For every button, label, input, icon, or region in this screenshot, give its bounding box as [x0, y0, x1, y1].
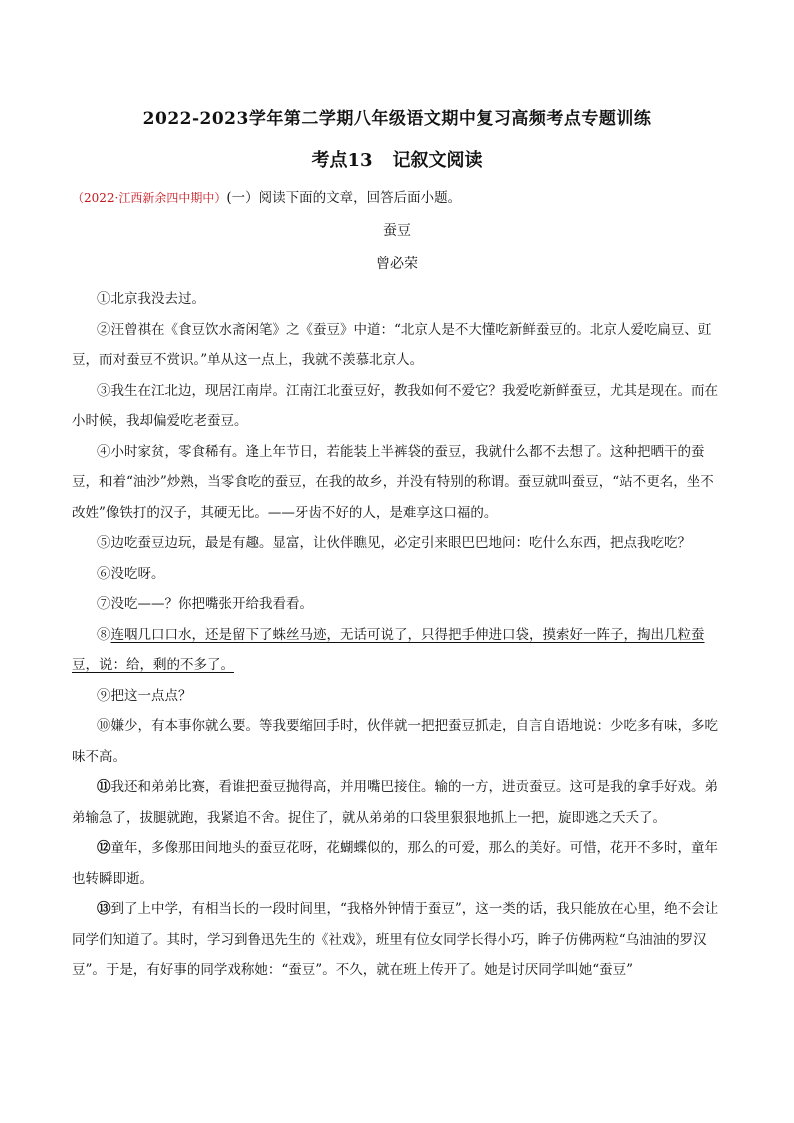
underlined-sentence: 连咽几口口水，还是留下了蛛丝马迹，无话可说了，只得把手伸进口袋，摸索好一阵子，掏出几粒蚕豆，说：给，剩的不多了。 — [72, 626, 705, 673]
paragraph-number: ⑤ — [97, 535, 111, 551]
paragraph-text: 到了上中学，有相当长的一段时间里，“我格外钟情于蚕豆”，这一类的话，我只能放在心里，绝不会让同学们知道了。其时，学习到鲁迅先生的《社戏》，班里有位女同学长得小巧，眸子仿佛两粒“乌油油的罗汉豆”。于是，有好事的同学戏称她：“蚕豆”。不久，就在班上传开了。她是讨厌同学叫她“蚕豆” — [72, 901, 719, 978]
page-subtitle — [90, 146, 704, 172]
paragraph-number: ② — [97, 321, 111, 338]
page-title: 2022-2023学年第二学期八年级语文期中复习高频考点专题训练 — [142, 109, 652, 129]
paragraph-number: ⑩ — [97, 718, 111, 734]
question-instruction: (一）阅读下面的文章，回答后面小题。 — [226, 190, 462, 206]
article-body — [72, 284, 722, 986]
paragraph-text: 我还和弟弟比赛，看谁把蚕豆抛得高，并用嘴巴接住。输的一方，进贡蚕豆。这可是我的拿手好戏。弟弟输急了，拔腿就跑，我紧追不舍。捉住了，就从弟弟的口袋里狠狠地抓上一把，旋即逃之夭夭了。 — [72, 779, 718, 826]
paragraph-number: ④ — [97, 443, 111, 460]
paragraph-number: ⑦ — [97, 596, 111, 612]
article-title: 蚕豆 — [383, 223, 411, 239]
paragraph-3 — [72, 376, 722, 437]
paragraph-4 — [72, 437, 722, 529]
paragraph-text: 我生在江北边，现居江南岸。江南江北蚕豆好，教我如何不爱它？我爱吃新鲜蚕豆，尤其是现在。而在小时候，我却偏爱吃老蚕豆。 — [72, 382, 718, 429]
paragraph-number: ⑧ — [97, 626, 111, 643]
paragraph-11 — [72, 772, 722, 833]
paragraph-1 — [72, 284, 722, 315]
paragraph-number: ③ — [97, 382, 111, 399]
article-author: 曾必荣 — [376, 256, 418, 272]
paragraph-text: 边吃蚕豆边玩，最是有趣。显富，让伙伴瞧见，必定引来眼巴巴地问：吃什么东西，把点我吃吃？ — [110, 535, 691, 551]
paragraph-12 — [72, 833, 722, 894]
paragraph-10 — [72, 711, 722, 772]
paragraph-2 — [72, 315, 722, 376]
paragraph-8 — [72, 620, 722, 681]
subtitle-topic: 记叙文阅读 — [392, 150, 483, 171]
paragraph-7 — [72, 589, 722, 620]
paragraph-number: ① — [97, 291, 111, 307]
paragraph-text: 北京我没去过。 — [110, 291, 205, 307]
paragraph-13 — [72, 894, 722, 986]
paragraph-text: 童年，多像那田间地头的蚕豆花呀，花蝴蝶似的，那么的可爱，那么的美好。可惜，花开不多时，童年也转瞬即逝。 — [72, 840, 718, 887]
paragraph-text: 小时家贫，零食稀有。逢上年节日，若能装上半裤袋的蚕豆，我就什么都不去想了。这种把晒干的蚕豆，和着“油沙”炒熟，当零食吃的蚕豆，在我的故乡，并没有特别的称谓。蚕豆就叫蚕豆，“站不更名，坐不改姓”像铁打的汉子，其硬无比。——牙齿不好的人，是难享这口福的。 — [72, 443, 714, 521]
paragraph-number: ⑨ — [97, 687, 111, 704]
paragraph-text: 把这一点点？ — [110, 687, 192, 704]
paragraph-number: ⑪ — [97, 779, 111, 795]
subtitle-point: 考点13 — [311, 150, 373, 171]
paragraph-text: 没吃呀。 — [110, 565, 165, 582]
paragraph-number: ⑬ — [97, 901, 111, 917]
paragraph-text: 没吃——？你把嘴张开给我看看。 — [110, 596, 313, 612]
paragraph-9 — [72, 681, 722, 712]
question-header — [72, 186, 461, 206]
paragraph-number: ⑫ — [97, 840, 111, 856]
paragraph-text: 嫌少，有本事你就么要。等我要缩回手时，伙伴就一把把蚕豆抓走，自言自语地说：少吃多有味，多吃味不高。 — [72, 718, 718, 765]
question-source: （2022·江西新余四中期中） — [72, 191, 227, 205]
paragraph-5 — [72, 528, 722, 559]
paragraph-6 — [72, 559, 722, 590]
paragraph-number: ⑥ — [97, 565, 111, 582]
paragraph-text: 汪曾祺在《食豆饮水斋闲笔》之《蚕豆》中道：“北京人是不大懂吃新鲜蚕豆的。北京人爱吃扁豆、豇豆，而对蚕豆不赏识。”单从这一点上，我就不羡慕北京人。 — [72, 321, 712, 368]
